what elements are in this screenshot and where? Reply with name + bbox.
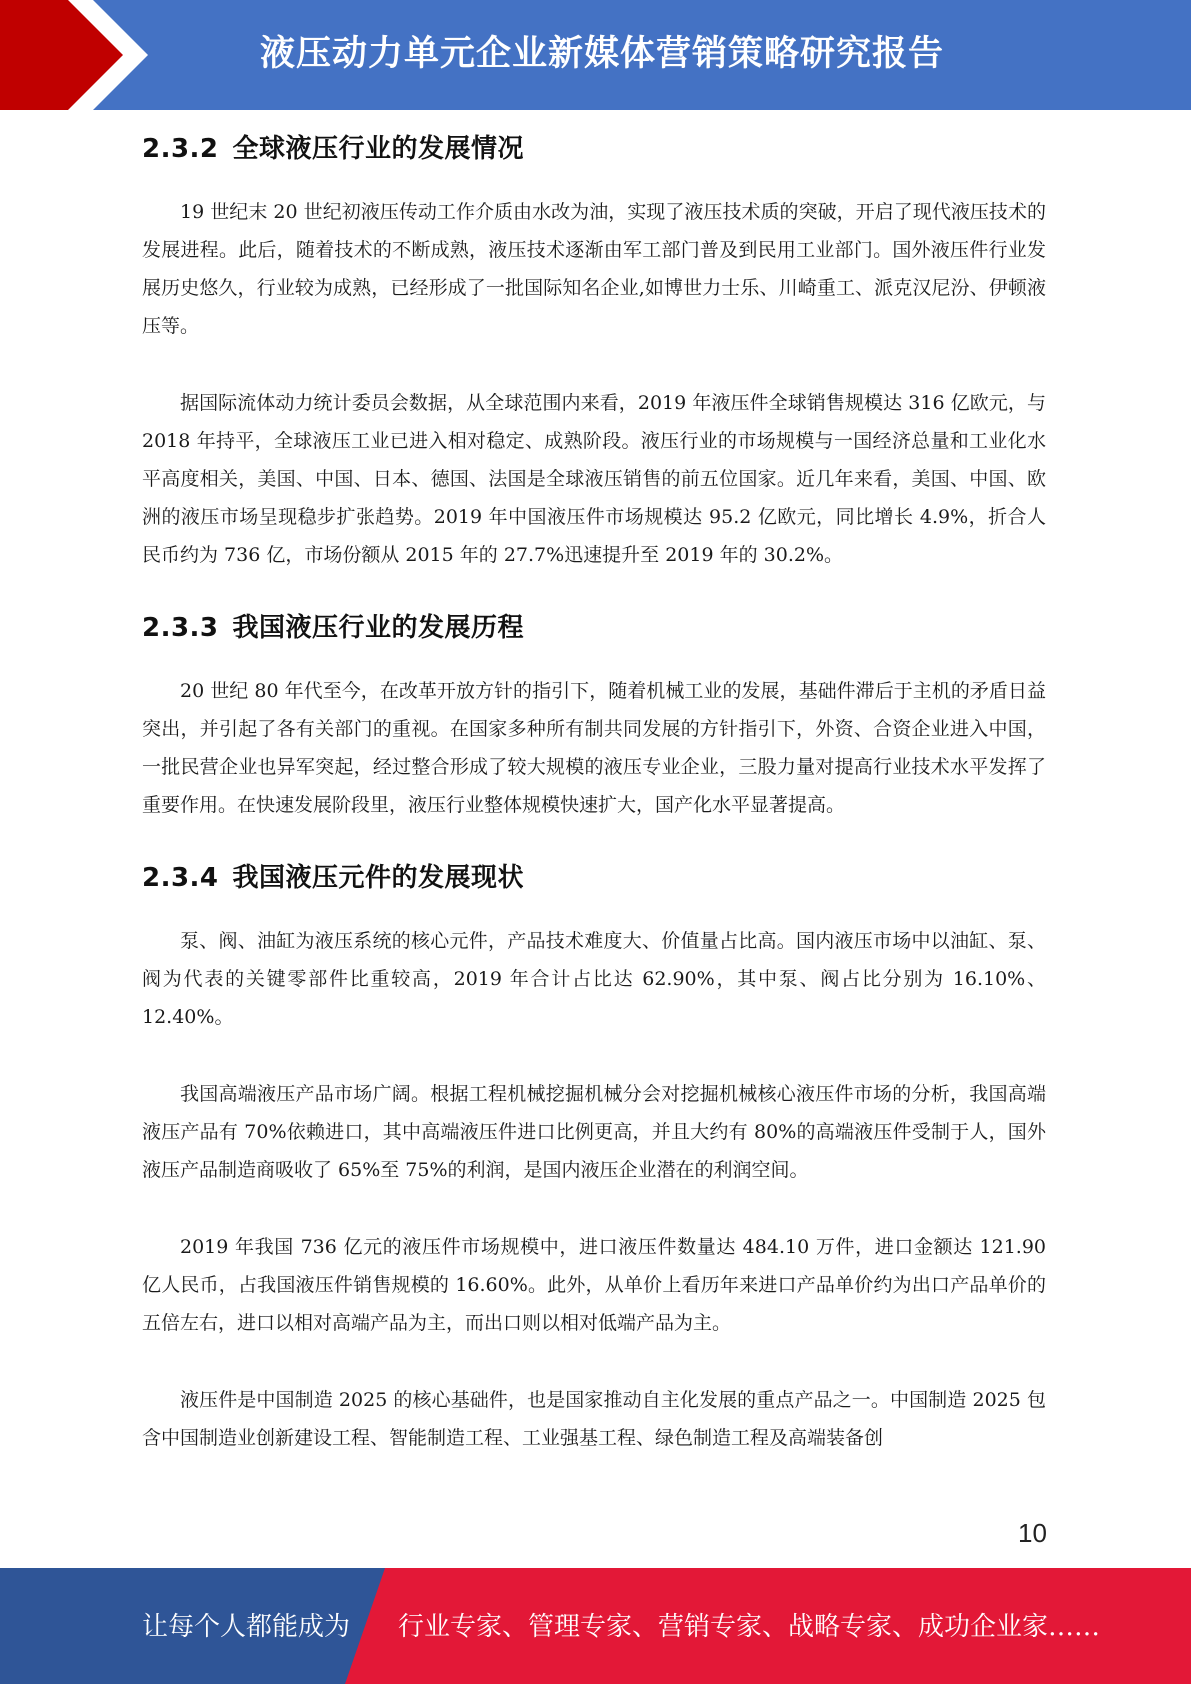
section-heading: [142, 607, 1046, 644]
page-footer: [0, 1568, 1191, 1684]
paragraph: 据国际流体动力统计委员会数据，从全球范围内来看，2019 年液压件全球销售规模达 316 亿欧元，与 2018 年持平，全球液压工业已进入相对稳定、成熟阶段。液压行业的市场规模与一国经济总量和工业化水平高度相关，美国、中国、日本、德国、法国是全球液压销售的前五位国家。近几年来看，美国、中国、欧洲的液压市场呈现稳步扩张趋势。2019 年中国液压件市场规模达 95.2 亿欧元，同比增长 4.9%，折合人民币约为 736 亿，市场份额从 2015 年的 27.7%迅速提升至 2019 年的 30.2%。: [142, 392, 1046, 566]
paragraph: 20 世纪 80 年代至今，在改革开放方针的指引下，随着机械工业的发展，基础件滞后于主机的矛盾日益突出，并引起了各有关部门的重视。在国家多种所有制共同发展的方针指引下，外资、合资企业进入中国，一批民营企业也异军突起，经过整合形成了较大规模的液压专业企业，三股力量对提高行业技术水平发挥了重要作用。在快速发展阶段里，液压行业整体规模快速扩大，国产化水平显著提高。: [142, 680, 1046, 816]
paragraph: 我国高端液压产品市场广阔。根据工程机械挖掘机械分会对挖掘机械核心液压件市场的分析，我国高端液压产品有 70%依赖进口，其中高端液压件进口比例更高，并且大约有 80%的高端液压件受制于人，国外液压产品制造商吸收了 65%至 75%的利润，是国内液压企业潜在的利润空间。: [142, 1083, 1046, 1181]
section-number: 2.3.4: [142, 863, 219, 893]
page-number: 10: [1018, 1518, 1047, 1548]
section-number: 2.3.2: [142, 134, 219, 164]
footer-slogan-left: 让每个人都能成为: [142, 1612, 351, 1642]
section-title: 全球液压行业的发展情况: [232, 134, 525, 164]
footer-slogan-right: 行业专家、管理专家、营销专家、战略专家、成功企业家……: [398, 1612, 1101, 1642]
section-heading: [142, 857, 1046, 894]
chevron-arrow-icon: [0, 0, 160, 110]
paragraph: 19 世纪末 20 世纪初液压传动工作介质由水改为油，实现了液压技术质的突破，开启了现代液压技术的发展进程。此后，随着技术的不断成熟，液压技术逐渐由军工部门普及到民用工业部门。国外液压件行业发展历史悠久，行业较为成熟，已经形成了一批国际知名企业,如博世力士乐、川崎重工、派克汉尼汾、伊顿液压等。: [142, 201, 1046, 337]
section-heading: [142, 128, 1046, 165]
main-content: [142, 128, 1046, 1457]
section-title: 我国液压行业的发展历程: [232, 613, 525, 643]
page-header: [0, 0, 1191, 110]
section-title: 我国液压元件的发展现状: [232, 863, 525, 893]
paragraph: 2019 年我国 736 亿元的液压件市场规模中，进口液压件数量达 484.10 万件，进口金额达 121.90 亿人民币，占我国液压件销售规模的 16.60%。此外，从单价上看历年来进口产品单价约为出口产品单价的五倍左右，进口以相对高端产品为主，而出口则以相对低端产品为主。: [142, 1236, 1046, 1334]
paragraph: 液压件是中国制造 2025 的核心基础件，也是国家推动自主化发展的重点产品之一。中国制造 2025 包含中国制造业创新建设工程、智能制造工程、工业强基工程、绿色制造工程及高端装备创: [142, 1389, 1046, 1449]
paragraph: 泵、阀、油缸为液压系统的核心元件，产品技术难度大、价值量占比高。国内液压市场中以油缸、泵、阀为代表的关键零部件比重较高，2019 年合计占比达 62.90%，其中泵、阀占比分别为 16.10%、12.40%。: [142, 930, 1046, 1028]
section-number: 2.3.3: [142, 613, 219, 643]
report-title: 液压动力单元企业新媒体营销策略研究报告: [260, 34, 945, 74]
